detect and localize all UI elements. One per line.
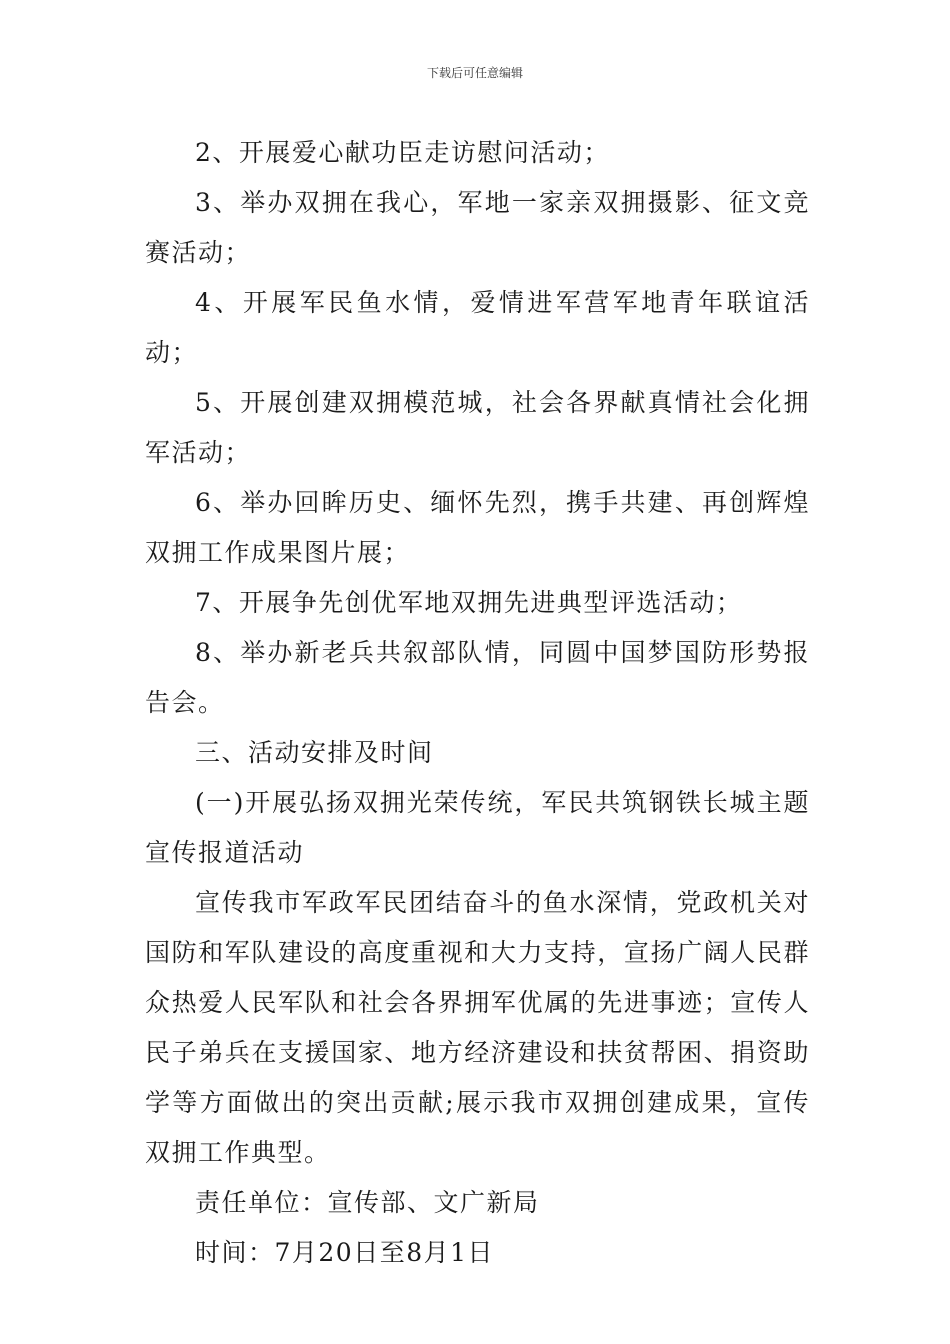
list-item-2: 2、开展爱心献功臣走访慰问活动； xyxy=(195,138,610,167)
list-item-8: 8、举办新老兵共叙部队情，同圆中国梦国防形势报告会。 xyxy=(145,638,810,717)
responsible-unit: 责任单位：宣传部、文广新局 xyxy=(195,1188,540,1217)
page-header: 下载后可任意编辑 xyxy=(426,66,523,80)
section-heading: 三、活动安排及时间 xyxy=(195,738,434,767)
subsection-heading: (一)开展弘扬双拥光荣传统，军民共筑钢铁长城主题宣传报道活动 xyxy=(145,788,810,867)
body-paragraph: 宣传我市军政军民团结奋斗的鱼水深情，党政机关对国防和军队建设的高度重视和大力支持，宣扬广阔人民群众热爱人民军队和社会各界拥军优属的先进事迹；宣传人民子弟兵在支援国家、地方经济建设和扶贫帮困、捐资助学等方面做出的突出贡献;展示我市双拥创建成果，宣传双拥工作典型。 xyxy=(145,888,810,1167)
time-line: 时间：7月20日至8月1日 xyxy=(195,1238,495,1267)
list-item-3: 3、举办双拥在我心，军地一家亲双拥摄影、征文竞赛活动； xyxy=(145,188,810,267)
list-item-5: 5、开展创建双拥模范城，社会各界献真情社会化拥军活动； xyxy=(145,388,810,467)
document-body xyxy=(145,128,810,1278)
list-item-7: 7、开展争先创优军地双拥先进典型评选活动； xyxy=(195,588,743,617)
list-item-4: 4、开展军民鱼水情，爱情进军营军地青年联谊活动； xyxy=(145,288,810,367)
list-item-6: 6、举办回眸历史、缅怀先烈，携手共建、再创辉煌双拥工作成果图片展； xyxy=(145,488,810,567)
